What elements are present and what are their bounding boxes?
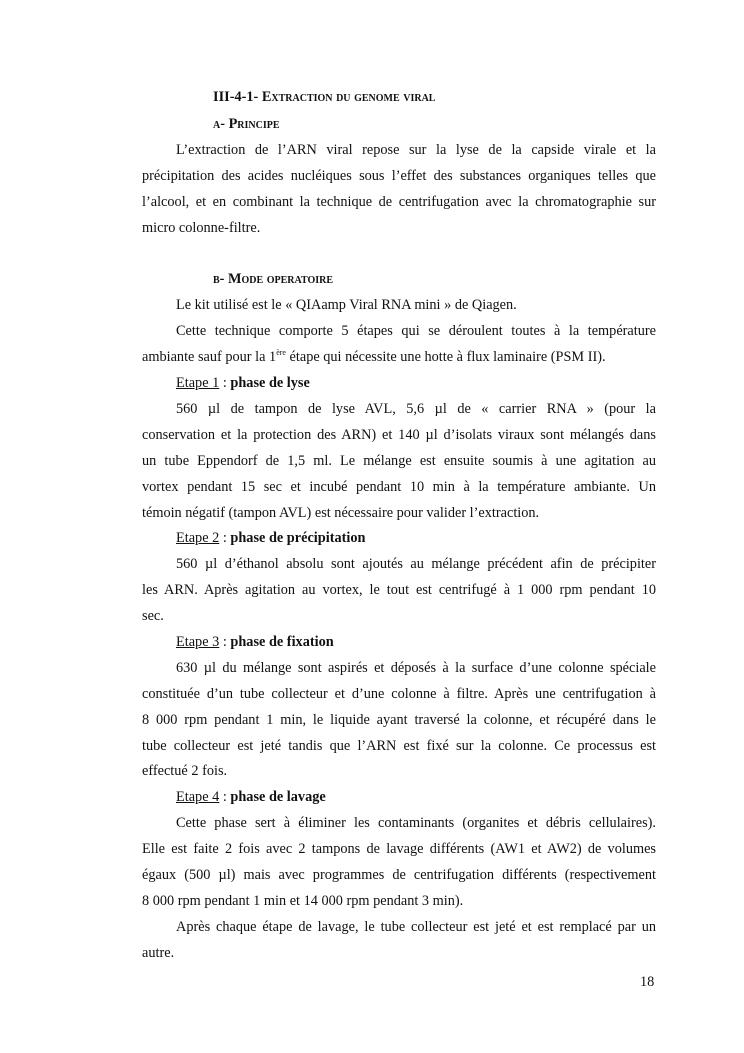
paragraph-line: Après chaque étape de lavage, le tube collecteur est jeté et est remplacé par un: [176, 919, 656, 935]
step-heading: Etape 4 : phase de lavage: [176, 789, 326, 805]
subheading-principe: [213, 116, 280, 133]
paragraph-line: tube collecteur est jeté tandis que l’ARN est fixé sur la colonne. Ce processus est: [142, 738, 656, 754]
step-heading: Etape 1 : phase de lyse: [176, 375, 310, 391]
kit-line: Le kit utilisé est le « QIAamp Viral RNA mini » de Qiagen.: [176, 297, 517, 313]
step-label: Etape 4: [176, 789, 220, 805]
step-label: Etape 2: [176, 530, 220, 546]
paragraph-line: autre.: [142, 945, 175, 961]
paragraph-line: témoin négatif (tampon AVL) est nécessaire pour valider l’extraction.: [142, 505, 540, 521]
paragraph-line: 630 µl du mélange sont aspirés et déposés à la surface d’une colonne spéciale: [176, 660, 656, 676]
step-label: Etape 1: [176, 375, 220, 391]
paragraph-line: sec.: [142, 608, 164, 624]
paragraph-line: Elle est faite 2 fois avec 2 tampons de lavage différents (AW1 et AW2) de volumes: [142, 841, 656, 857]
paragraph-line: égaux (500 µl) mais avec programmes de centrifugation différents (respectivement: [142, 867, 656, 883]
paragraph-line: 560 µl de tampon de lyse AVL, 5,6 µl de « carrier RNA » (pour la: [176, 401, 656, 417]
step-label: Etape 3: [176, 634, 220, 650]
principe-title: Principe: [228, 116, 280, 132]
paragraph-line: conservation et la protection des ARN) et 140 µl d’isolats viraux sont mélangés dans: [142, 427, 656, 443]
paragraph-line: un tube Eppendorf de 1,5 ml. Le mélange est ensuite soumis à une agitation au: [142, 453, 656, 469]
paragraph-line: L’extraction de l’ARN viral repose sur la lyse de la capside virale et la: [176, 142, 656, 158]
mode-letter: b-: [213, 271, 225, 287]
paragraph-line: 8 000 rpm pendant 1 min, le liquide ayant traversé la colonne, et récupéré dans le: [142, 712, 656, 728]
step-heading: Etape 2 : phase de précipitation: [176, 530, 366, 546]
step-heading: Etape 3 : phase de fixation: [176, 634, 334, 650]
section-number: III-4-1-: [213, 89, 259, 105]
paragraph-line: Cette phase sert à éliminer les contaminants (organites et débris cellulaires).: [176, 815, 656, 831]
page-number: 18: [640, 974, 655, 990]
section-title: Extraction du genome viral: [261, 89, 436, 105]
step-name: phase de fixation: [230, 634, 334, 650]
subheading-mode-operatoire: [213, 271, 333, 288]
paragraph-line: 560 µl d’éthanol absolu sont ajoutés au mélange précédent afin de précipiter: [176, 556, 656, 572]
paragraph-line: 8 000 rpm pendant 1 min et 14 000 rpm pendant 3 min).: [142, 893, 464, 909]
paragraph-line: constituée d’un tube collecteur et d’une colonne à filtre. Après une centrifugation à: [142, 686, 656, 702]
principe-letter: a-: [213, 116, 225, 132]
mode-title: Mode operatoire: [228, 271, 334, 287]
paragraph-line: vortex pendant 15 sec et incubé pendant 10 min à la température ambiante. Un: [142, 479, 656, 495]
step-name: phase de précipitation: [230, 530, 366, 546]
intro-line: Cette technique comporte 5 étapes qui se déroulent toutes à la température: [176, 323, 656, 339]
superscript: ère: [276, 348, 286, 357]
paragraph-line: effectué 2 fois.: [142, 763, 228, 779]
paragraph-line: les ARN. Après agitation au vortex, le tout est centrifugé à 1 000 rpm pendant 10: [142, 582, 656, 598]
paragraph-line: l’alcool, et en combinant la technique de centrifugation avec la chromatographie sur: [142, 194, 656, 210]
intro-line: ambiante sauf pour la 1ère étape qui nécessite une hotte à flux laminaire (PSM II).: [142, 348, 606, 365]
section-heading: [213, 89, 435, 106]
step-name: phase de lavage: [230, 789, 326, 805]
step-name: phase de lyse: [230, 375, 310, 391]
paragraph-line: micro colonne-filtre.: [142, 220, 261, 236]
paragraph-line: précipitation des acides nucléiques sous l’effet des substances organiques telles que: [142, 168, 656, 184]
